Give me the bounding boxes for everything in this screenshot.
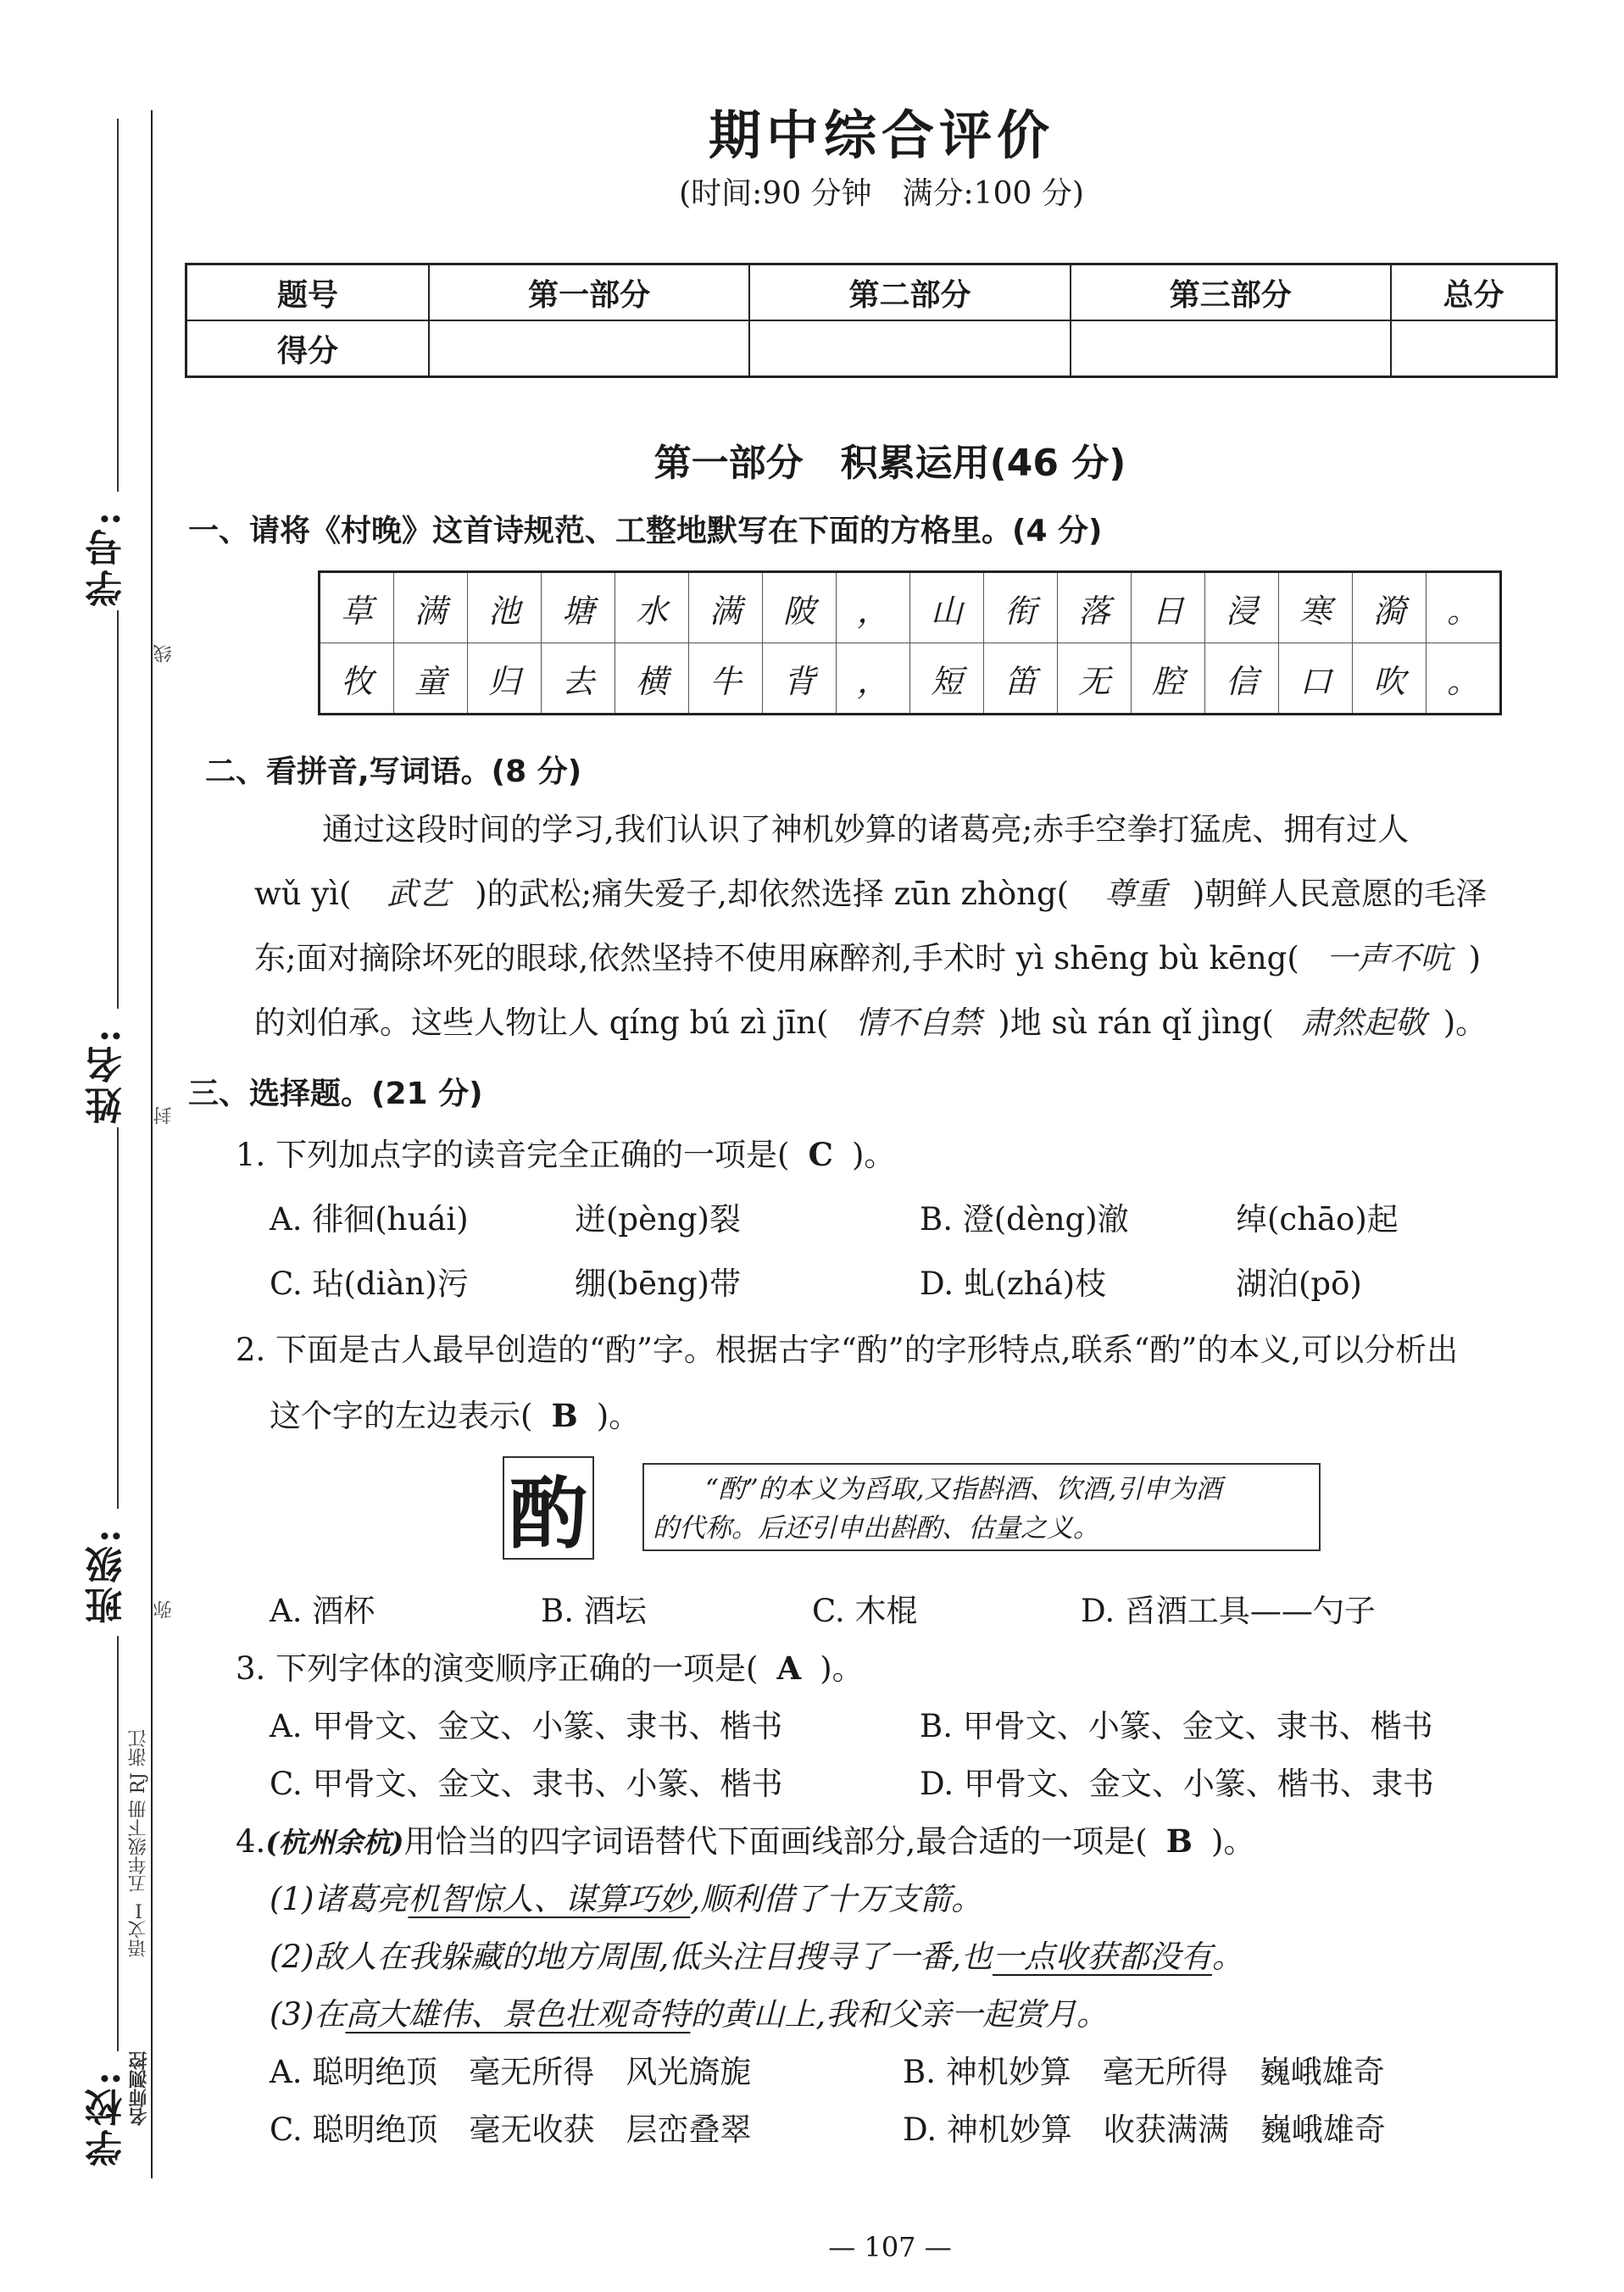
poem-cell[interactable]: 童 <box>394 643 468 715</box>
poem-cell[interactable]: 落 <box>1058 572 1132 643</box>
s2-stem-1: 2. 下面是古人最早创造的“酌”字。根据古字“酌”的字形特点,联系“酌”的本义,可以分析出 <box>236 1332 1459 1368</box>
poem-cell[interactable]: 塘 <box>542 572 615 643</box>
q1-heading: 一、请将《村晚》这首诗规范、工整地默写在下面的方格里。(4 分) <box>188 514 1103 548</box>
answer-5[interactable]: 肃然起敬 <box>1300 1004 1427 1041</box>
s4-option-b[interactable]: B. 神机妙算 毫无所得 巍峨雄奇 <box>903 2054 1385 2090</box>
s2-stem-2 <box>270 1390 640 1436</box>
score-header-cell: 第一部分 <box>429 264 749 321</box>
s4-stem-end: )。 <box>1211 1823 1255 1860</box>
ancient-glyph-box <box>503 1456 594 1560</box>
q2-text: 通过这段时间的学习,我们认识了神机妙算的诸葛亮;赤手空拳打猛虎、拥有过人 <box>322 811 1410 848</box>
poem-cell[interactable]: 浸 <box>1205 572 1279 643</box>
poem-cell[interactable]: 无 <box>1058 643 1132 715</box>
score-row-label: 得分 <box>186 320 430 377</box>
poem-cell[interactable]: 山 <box>910 572 984 643</box>
publisher-name: 名师测控 <box>128 2051 150 2126</box>
seal2-marker: 弥 <box>153 1600 175 1619</box>
poem-cell[interactable]: 牧 <box>320 643 394 715</box>
poem-cell[interactable]: 信 <box>1205 643 1279 715</box>
s4-text: 的黄山上,我和父亲一起赏月。 <box>690 1996 1109 2033</box>
poem-grid-row-2 <box>320 643 1501 715</box>
poem-cell[interactable]: 漪 <box>1353 572 1427 643</box>
s3-option-d[interactable]: D. 甲骨文、金文、小篆、楷书、隶书 <box>920 1766 1434 1802</box>
name-fill-line <box>117 610 119 1009</box>
school-label: 学校: <box>86 2068 129 2167</box>
s4-option-c[interactable]: C. 聪明绝顶 毫无收获 层峦叠翠 <box>270 2111 752 2148</box>
s2-option-d[interactable]: D. 舀酒工具——勺子 <box>1081 1593 1376 1629</box>
s2-stem-text: 这个字的左边表示( <box>270 1398 533 1434</box>
name-label: 姓名: <box>86 1026 129 1125</box>
s4-option-a[interactable]: A. 聪明绝顶 毫无所得 风光旖旎 <box>270 2054 752 2090</box>
s1-option-d2: 湖泊(pō) <box>1236 1266 1362 1302</box>
class-label: 班级: <box>86 1526 129 1625</box>
score-header-cell: 题号 <box>186 264 430 321</box>
s4-option-d[interactable]: D. 神机妙算 收获满满 巍峨雄奇 <box>903 2111 1386 2148</box>
s4-text: (2)敌人在我躲藏的地方周围,低头注目搜寻了一番,也 <box>270 1939 993 1975</box>
s4-underlined-2: 一点收获都没有 <box>992 1939 1212 1975</box>
q2-line-4 <box>254 990 1487 1056</box>
s4-sentence-1 <box>270 1873 982 1919</box>
poem-cell[interactable]: 笛 <box>984 643 1058 715</box>
s1-option-d[interactable]: D. 虬(zhá)枝 <box>920 1266 1107 1302</box>
s4-num: 4. <box>236 1823 266 1860</box>
pinyin-2: zūn zhòng( <box>893 876 1070 912</box>
answer-2[interactable]: 尊重 <box>1104 876 1167 912</box>
poem-cell[interactable]: 满 <box>394 572 468 643</box>
s4-answer[interactable]: B <box>1165 1822 1193 1860</box>
s2-option-b[interactable]: B. 酒坛 <box>541 1593 647 1629</box>
q2-text: )朝鲜人民意愿的毛泽 <box>1192 876 1488 912</box>
poem-cell[interactable]: 陂 <box>763 572 837 643</box>
seal-marker: 封 <box>153 1106 175 1125</box>
s2-option-a[interactable]: A. 酒杯 <box>270 1593 375 1629</box>
s4-underlined-1: 机智惊人、谋算巧妙 <box>408 1881 691 1917</box>
answer-4[interactable]: 情不自禁 <box>855 1004 982 1041</box>
s3-stem-text: 3. 下列字体的演变顺序正确的一项是( <box>236 1650 759 1687</box>
exam-info: (时间:90 分钟 满分:100 分) <box>679 176 1084 211</box>
s3-option-a[interactable]: A. 甲骨文、金文、小篆、隶书、楷书 <box>270 1708 783 1744</box>
s1-stem-text: 1. 下列加点字的读音完全正确的一项是( <box>236 1137 790 1173</box>
q2-line-1 <box>322 797 1568 863</box>
score-table-score-row <box>186 320 1557 377</box>
q2-line-2 <box>254 861 1487 927</box>
s4-text: 。 <box>1211 1939 1243 1975</box>
s1-answer[interactable]: C <box>808 1136 833 1173</box>
book-info: 语文Ⅰ 五年级下册 RJ 浙江 <box>128 1729 149 1958</box>
pinyin-3: yì shēng bù kēng( <box>1015 940 1299 976</box>
s1-option-a2: 迸(pèng)裂 <box>575 1201 741 1238</box>
poem-cell[interactable]: ， <box>837 572 910 643</box>
s4-underlined-3: 高大雄伟、景色壮观奇特 <box>345 1996 691 2033</box>
class-fill-line <box>117 1127 119 1509</box>
score-cell[interactable] <box>749 320 1070 377</box>
glyph-note-line-1: “酌”的本义为舀取,又指斟酒、饮酒,引申为酒 <box>705 1474 1222 1505</box>
s1-option-b2: 绰(chāo)起 <box>1236 1201 1399 1238</box>
glyph-note-box <box>642 1463 1321 1551</box>
s2-answer[interactable]: B <box>551 1397 578 1434</box>
s4-text: ,顺利借了十万支箭。 <box>690 1881 983 1917</box>
student-no-label: 学号: <box>86 509 129 608</box>
answer-1[interactable]: 武艺 <box>387 876 450 912</box>
poem-cell[interactable]: 衔 <box>984 572 1058 643</box>
pinyin-5: sù rán qǐ jìng( <box>1051 1004 1274 1041</box>
s4-text: (1)诸葛亮 <box>270 1881 409 1917</box>
s3-stem <box>236 1643 864 1688</box>
poem-cell[interactable]: 去 <box>542 643 615 715</box>
poem-cell[interactable]: 归 <box>468 643 542 715</box>
s1-stem <box>236 1129 895 1175</box>
line-marker: 线 <box>153 644 175 663</box>
s3-stem-end: )。 <box>820 1650 864 1687</box>
poem-cell[interactable]: 草 <box>320 572 394 643</box>
score-table-header-row <box>186 264 1557 321</box>
q2-line-3 <box>254 926 1481 992</box>
poem-cell[interactable]: 背 <box>763 643 837 715</box>
s4-stem-text: 用恰当的四字词语替代下面画线部分,最合适的一项是( <box>403 1823 1148 1860</box>
poem-cell[interactable]: 短 <box>910 643 984 715</box>
glyph-note-line-2: 的代称。后还引申出斟酌、估量之义。 <box>653 1513 1099 1544</box>
poem-cell[interactable]: 吹 <box>1353 643 1427 715</box>
score-cell[interactable] <box>1391 320 1557 377</box>
poem-grid-row-1 <box>320 572 1501 643</box>
poem-cell[interactable]: 满 <box>689 572 763 643</box>
s2-option-c[interactable]: C. 木棍 <box>812 1593 918 1629</box>
s4-sentence-3 <box>270 1989 1108 2034</box>
poem-grid <box>318 570 1502 715</box>
score-cell[interactable] <box>429 320 749 377</box>
poem-cell[interactable]: 腔 <box>1132 643 1205 715</box>
s3-answer[interactable]: A <box>776 1649 802 1687</box>
poem-cell[interactable]: 寒 <box>1279 572 1353 643</box>
s4-sentence-2 <box>270 1931 1243 1977</box>
q2-heading: 二、看拼音,写词语。(8 分) <box>205 754 582 789</box>
poem-cell[interactable]: 日 <box>1132 572 1205 643</box>
page-number: — 107 — <box>828 2231 952 2263</box>
s1-option-c[interactable]: C. 玷(diàn)污 <box>270 1266 469 1302</box>
poem-cell[interactable]: ， <box>837 643 910 715</box>
s3-option-c[interactable]: C. 甲骨文、金文、隶书、小篆、楷书 <box>270 1766 783 1802</box>
s4-text: (3)在 <box>270 1996 346 2033</box>
ancient-glyph: 酌 <box>509 1468 587 1560</box>
poem-cell[interactable]: 横 <box>615 643 689 715</box>
poem-cell[interactable]: 水 <box>615 572 689 643</box>
s1-option-b[interactable]: B. 澄(dèng)澈 <box>920 1201 1129 1238</box>
s1-option-a[interactable]: A. 徘徊(huái) <box>270 1201 469 1238</box>
s3-option-b[interactable]: B. 甲骨文、小篆、金文、隶书、楷书 <box>920 1708 1433 1744</box>
score-header-cell: 第三部分 <box>1071 264 1391 321</box>
score-header-cell: 总分 <box>1391 264 1557 321</box>
s1-stem-end: )。 <box>851 1137 896 1173</box>
pinyin-1: wǔ yì( <box>254 876 352 912</box>
answer-3[interactable]: 一声不吭 <box>1326 940 1452 976</box>
score-table <box>185 263 1558 378</box>
s4-stem <box>236 1816 1254 1861</box>
score-header-cell: 第二部分 <box>749 264 1070 321</box>
school-fill-line <box>117 1636 119 2051</box>
q2-text: )。 <box>1443 1004 1488 1041</box>
q3-heading: 三、选择题。(21 分) <box>188 1076 483 1111</box>
score-cell[interactable] <box>1071 320 1391 377</box>
q2-text: ) <box>1468 940 1481 976</box>
poem-cell[interactable]: 。 <box>1427 572 1501 643</box>
q2-text: )的武松;痛失爱子,却依然选择 <box>475 876 884 912</box>
pinyin-4: qíng bú zì jīn( <box>609 1004 829 1041</box>
poem-cell[interactable]: 口 <box>1279 643 1353 715</box>
q2-text: 的刘伯承。这些人物让人 <box>254 1004 599 1041</box>
q2-text: )地 <box>998 1004 1042 1041</box>
poem-cell[interactable]: 池 <box>468 572 542 643</box>
part1-title: 第一部分 积累运用(46 分) <box>653 442 1126 485</box>
page-title: 期中综合评价 <box>708 104 1054 166</box>
q2-text: 东;面对摘除坏死的眼球,依然坚持不使用麻醉剂,手术时 <box>254 940 1006 976</box>
s2-stem-end: )。 <box>596 1398 641 1434</box>
poem-cell[interactable]: 。 <box>1427 643 1501 715</box>
s4-tag: (杭州余杭) <box>265 1826 404 1859</box>
poem-cell[interactable]: 牛 <box>689 643 763 715</box>
s1-option-c2: 绷(bēng)带 <box>575 1266 741 1302</box>
